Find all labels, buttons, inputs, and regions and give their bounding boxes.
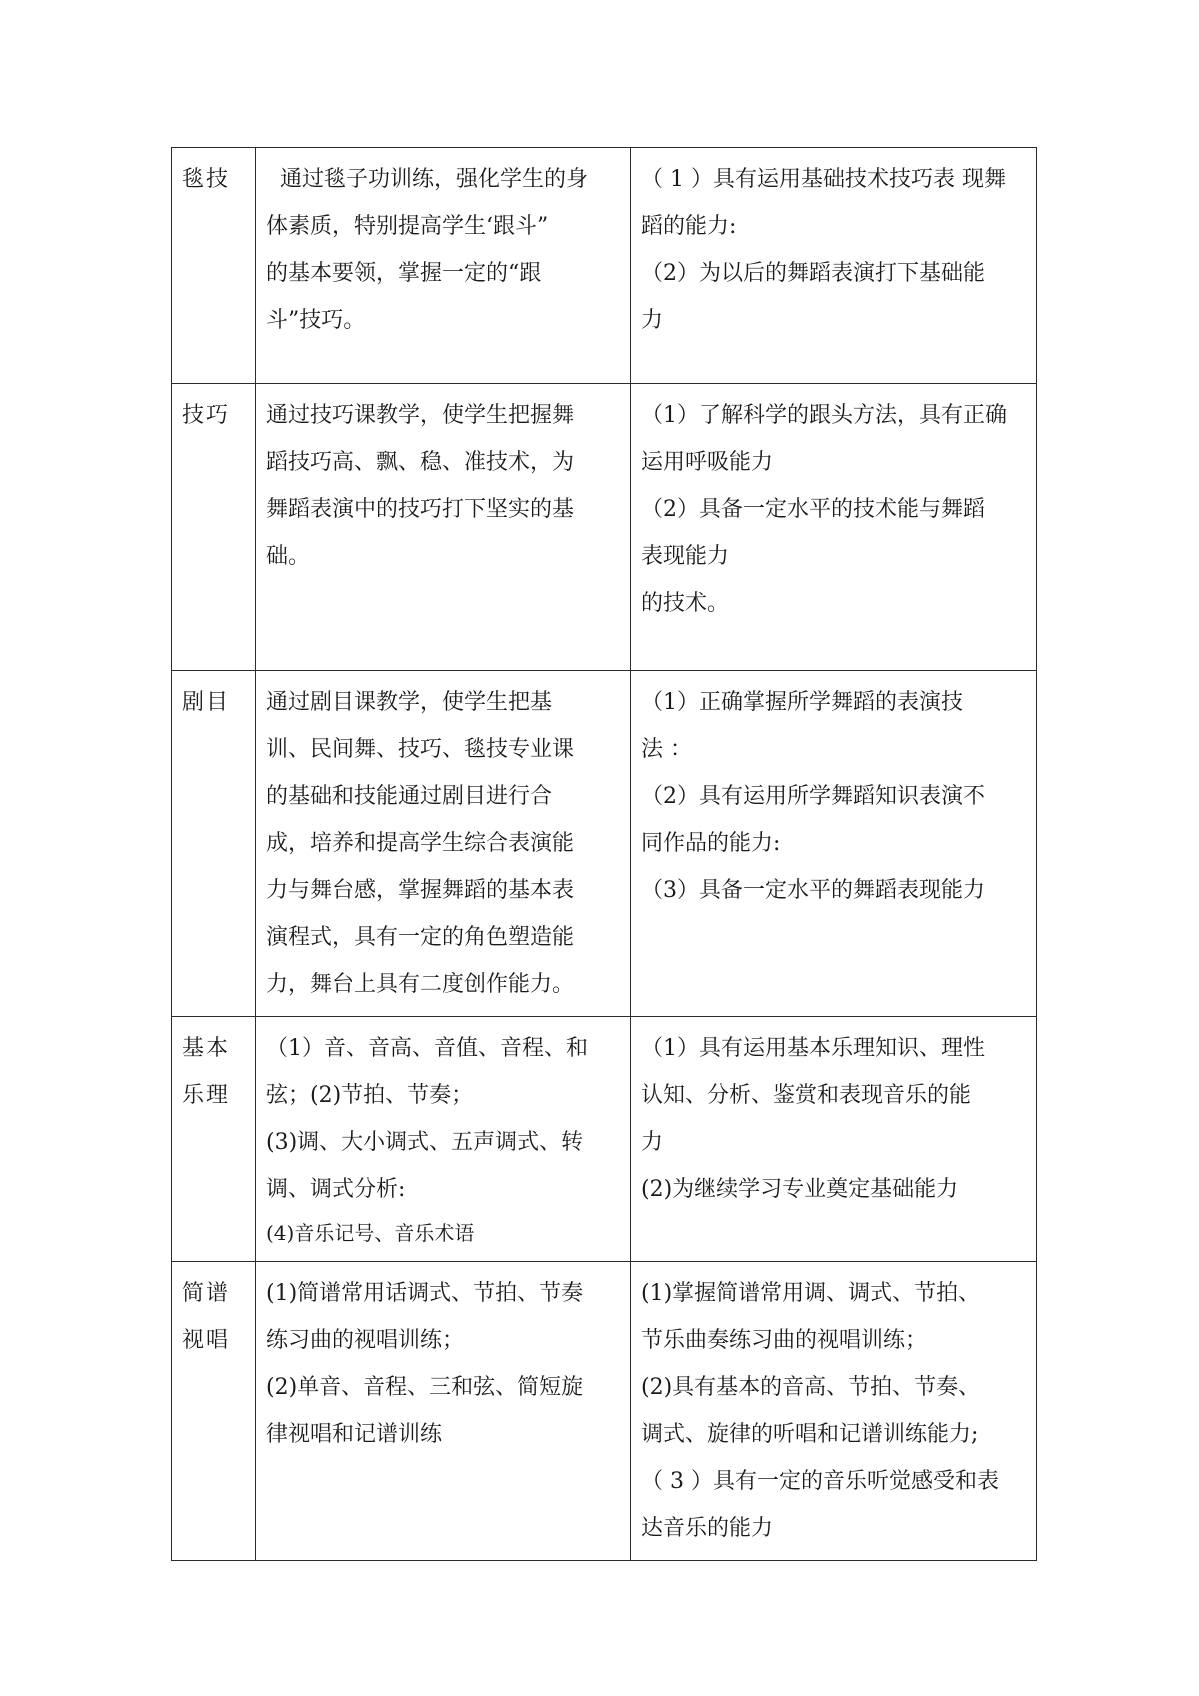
table-row <box>172 148 1037 384</box>
goals-cell <box>631 384 1037 671</box>
content-line: 通过毯子功训练，强化学生的身 <box>266 167 588 192</box>
content-line: 弦；(2)节拍、节奏； <box>266 1083 474 1108</box>
subject-cell <box>172 1262 256 1561</box>
content-line: 础。 <box>266 544 311 569</box>
content-line: 的基础和技能通过剧目进行合 <box>266 784 553 809</box>
content-line: 斗”技巧。 <box>266 308 366 333</box>
content-line: 练习曲的视唱训练； <box>266 1328 465 1353</box>
subject-text: 视唱 <box>182 1328 231 1353</box>
subject-text: 剧目 <box>182 690 231 715</box>
goal-line: （1）具有运用基本乐理知识、理性 <box>641 1036 985 1061</box>
curriculum-table <box>171 147 1037 1561</box>
subject-text: 基本 <box>182 1036 231 1061</box>
content-cell <box>256 148 631 384</box>
subject-cell <box>172 384 256 671</box>
goal-line: （ 3 ）具有一定的音乐听觉感受和表 <box>641 1469 999 1494</box>
goals-cell <box>631 671 1037 1017</box>
content-line: (4)音乐记号、音乐术语 <box>266 1221 475 1245</box>
goal-line: 同作品的能力: <box>641 831 781 856</box>
content-line: (3)调、大小调式、五声调式、转 <box>266 1130 584 1155</box>
goal-line: 法 ： <box>641 737 692 762</box>
table-row <box>172 1017 1037 1262</box>
subject-text: 毯技 <box>182 167 231 192</box>
subject-text: 技巧 <box>182 403 231 428</box>
content-line: 力与舞台感，掌握舞蹈的基本表 <box>266 878 575 903</box>
goal-line: （1）了解科学的跟头方法，具有正确 <box>641 403 1007 428</box>
content-cell <box>256 1262 631 1561</box>
content-line: 力，舞台上具有二度创作能力。 <box>266 972 575 997</box>
content-cell <box>256 671 631 1017</box>
table-row <box>172 384 1037 671</box>
content-line: (1)简谱常用话调式、节拍、节奏 <box>266 1281 584 1306</box>
subject-cell <box>172 148 256 384</box>
content-line: 体素质，特别提高学生‘跟斗” <box>266 214 549 239</box>
content-line: 通过剧目课教学，使学生把基 <box>266 690 553 715</box>
content-line: 通过技巧课教学，使学生把握舞 <box>266 403 575 428</box>
content-line: 演程式，具有一定的角色塑造能 <box>266 925 575 950</box>
goal-line: （3）具备一定水平的舞蹈表现能力 <box>641 878 985 903</box>
content-line: (2)单音、音程、三和弦、简短旋 <box>266 1375 584 1400</box>
goal-line: （2）具有运用所学舞蹈知识表演不 <box>641 784 985 809</box>
goal-line: 运用呼吸能力 <box>641 450 774 475</box>
goal-line: 认知、分析、鉴赏和表现音乐的能 <box>641 1083 972 1108</box>
goal-line: (2)为继续学习专业奠定基础能力 <box>641 1177 959 1202</box>
goal-line: 力 <box>641 308 664 333</box>
subject-text: 乐理 <box>182 1083 231 1108</box>
goals-cell <box>631 148 1037 384</box>
content-cell <box>256 1017 631 1262</box>
goal-line: （2）为以后的舞蹈表演打下基础能 <box>641 261 985 286</box>
goal-line: 蹈的能力: <box>641 214 737 239</box>
subject-cell <box>172 1017 256 1262</box>
content-line: 成，培养和提高学生综合表演能 <box>266 831 575 856</box>
goal-line: 的技术。 <box>641 591 730 616</box>
goal-line: 调式、旋律的听唱和记谱训练能力; <box>641 1422 979 1447</box>
content-line: 蹈技巧高、飘、稳、准技术，为 <box>266 450 575 475</box>
goal-line: （1）正确掌握所学舞蹈的表演技 <box>641 690 963 715</box>
goal-line: (2)具有基本的音高、节拍、节奏、 <box>641 1375 981 1400</box>
goal-line: （2）具备一定水平的技术能与舞蹈 <box>641 497 985 522</box>
content-line: 舞蹈表演中的技巧打下坚实的基 <box>266 497 575 522</box>
content-line: （1）音、音高、音值、音程、和 <box>266 1036 588 1061</box>
content-line: 训、民间舞、技巧、毯技专业课 <box>266 737 575 762</box>
goals-cell <box>631 1262 1037 1561</box>
goals-cell <box>631 1017 1037 1262</box>
goal-line: （ 1 ）具有运用基础技术技巧表 现舞 <box>641 167 1006 192</box>
table-row <box>172 671 1037 1017</box>
goal-line: 力 <box>641 1130 664 1155</box>
table-row <box>172 1262 1037 1561</box>
content-line: 的基本要领，掌握一定的“跟 <box>266 261 542 286</box>
content-cell <box>256 384 631 671</box>
content-line: 律视唱和记谱训练 <box>266 1422 443 1447</box>
goal-line: 达音乐的能力 <box>641 1516 774 1541</box>
goal-line: 节乐曲奏练习曲的视唱训练； <box>641 1328 928 1353</box>
goal-line: (1)掌握简谱常用调、调式、节拍、 <box>641 1281 981 1306</box>
subject-text: 简谱 <box>182 1281 231 1306</box>
goal-line: 表现能力 <box>641 544 730 569</box>
subject-cell <box>172 671 256 1017</box>
content-line: 调、调式分析: <box>266 1177 406 1202</box>
